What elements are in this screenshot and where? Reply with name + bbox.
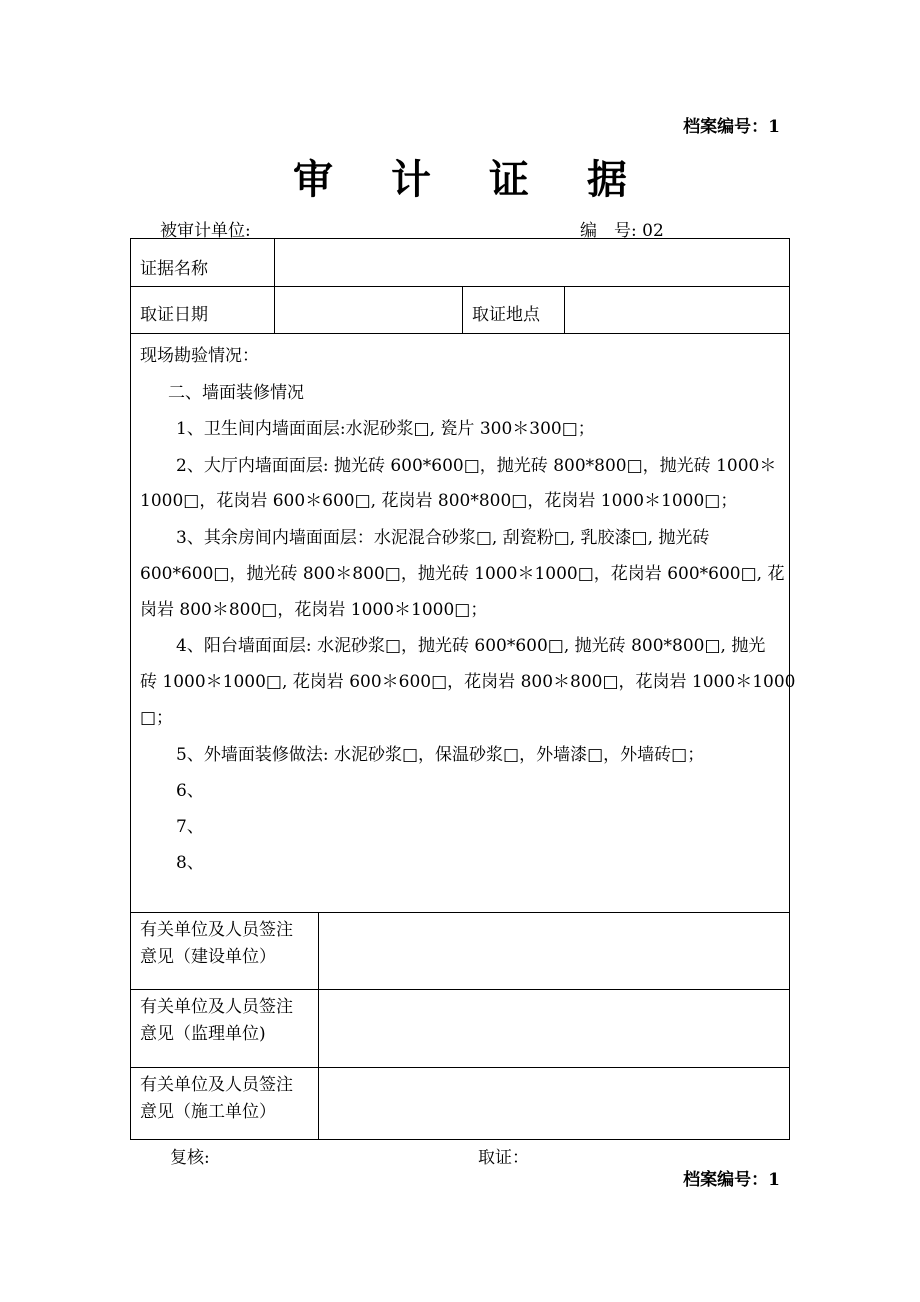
situation-line: 4、阳台墙面面层: 水泥砂浆□，抛光砖 600*600□, 抛光砖 800*800□, 抛光	[176, 636, 766, 656]
signoff-supervision-label	[140, 994, 316, 1048]
signoff-label-line: 有关单位及人员签注	[140, 1075, 293, 1095]
column-divider	[274, 238, 275, 333]
situation-line: 600*600□，抛光砖 800＊800□，抛光砖 1000＊1000□，花岗岩 600*600□, 花	[140, 564, 785, 584]
archive-number-bottom: 档案编号：1	[683, 1170, 780, 1190]
situation-line: 8、	[176, 853, 204, 873]
situation-line: 1、卫生间内墙面面层:水泥砂浆□, 瓷片 300＊300□；	[176, 419, 595, 439]
situation-line: 1000□，花岗岩 600＊600□, 花岗岩 800*800□，花岗岩 1000＊1000□；	[140, 491, 738, 511]
document-title: 审计证据	[293, 157, 685, 203]
situation-heading: 现场勘验情况：	[140, 346, 259, 366]
situation-line: 砖 1000＊1000□, 花岗岩 600＊600□，花岗岩 800＊800□，花岗岩 1000＊1000	[140, 672, 796, 692]
signoff-label-line: 有关单位及人员签注	[140, 997, 293, 1017]
evidence-place-label: 取证地点	[472, 305, 540, 325]
audited-unit-label: 被审计单位:	[160, 221, 251, 241]
review-label: 复核:	[170, 1148, 210, 1168]
table-divider	[130, 1067, 790, 1068]
situation-line: 岗岩 800＊800□，花岗岩 1000＊1000□；	[140, 600, 488, 620]
signoff-contractor-label	[140, 1072, 316, 1126]
signoff-label-line: 意见（监理单位)	[140, 1024, 266, 1044]
situation-line: 7、	[176, 817, 204, 837]
table-divider	[130, 989, 790, 990]
column-divider	[318, 912, 319, 1140]
signoff-label-line: 意见（建设单位）	[140, 947, 276, 967]
serial-number-label: 编 号: 02	[580, 221, 664, 241]
table-divider	[130, 912, 790, 913]
signoff-label-line: 意见（施工单位）	[140, 1102, 276, 1122]
column-divider	[564, 286, 565, 333]
evidence-name-label: 证据名称	[140, 259, 208, 279]
situation-line: 6、	[176, 781, 204, 801]
situation-line: 3、其余房间内墙面面层：水泥混合砂浆□, 刮瓷粉□, 乳胶漆□, 抛光砖	[176, 528, 710, 548]
table-divider	[130, 333, 790, 334]
table-divider	[130, 286, 790, 287]
signoff-construction-label	[140, 917, 316, 971]
signoff-label-line: 有关单位及人员签注	[140, 920, 293, 940]
situation-line: 二、墙面装修情况	[168, 383, 304, 403]
collect-label: 取证：	[478, 1148, 529, 1168]
situation-line: 5、外墙面装修做法: 水泥砂浆□，保温砂浆□，外墙漆□，外墙砖□；	[176, 745, 705, 765]
situation-line: 2、大厅内墙面面层: 抛光砖 600*600□，抛光砖 800*800□，抛光砖 1000＊	[176, 456, 777, 476]
situation-line: □；	[140, 708, 174, 728]
evidence-date-label: 取证日期	[140, 305, 208, 325]
archive-number: 档案编号：1	[683, 117, 780, 137]
column-divider	[462, 286, 463, 333]
